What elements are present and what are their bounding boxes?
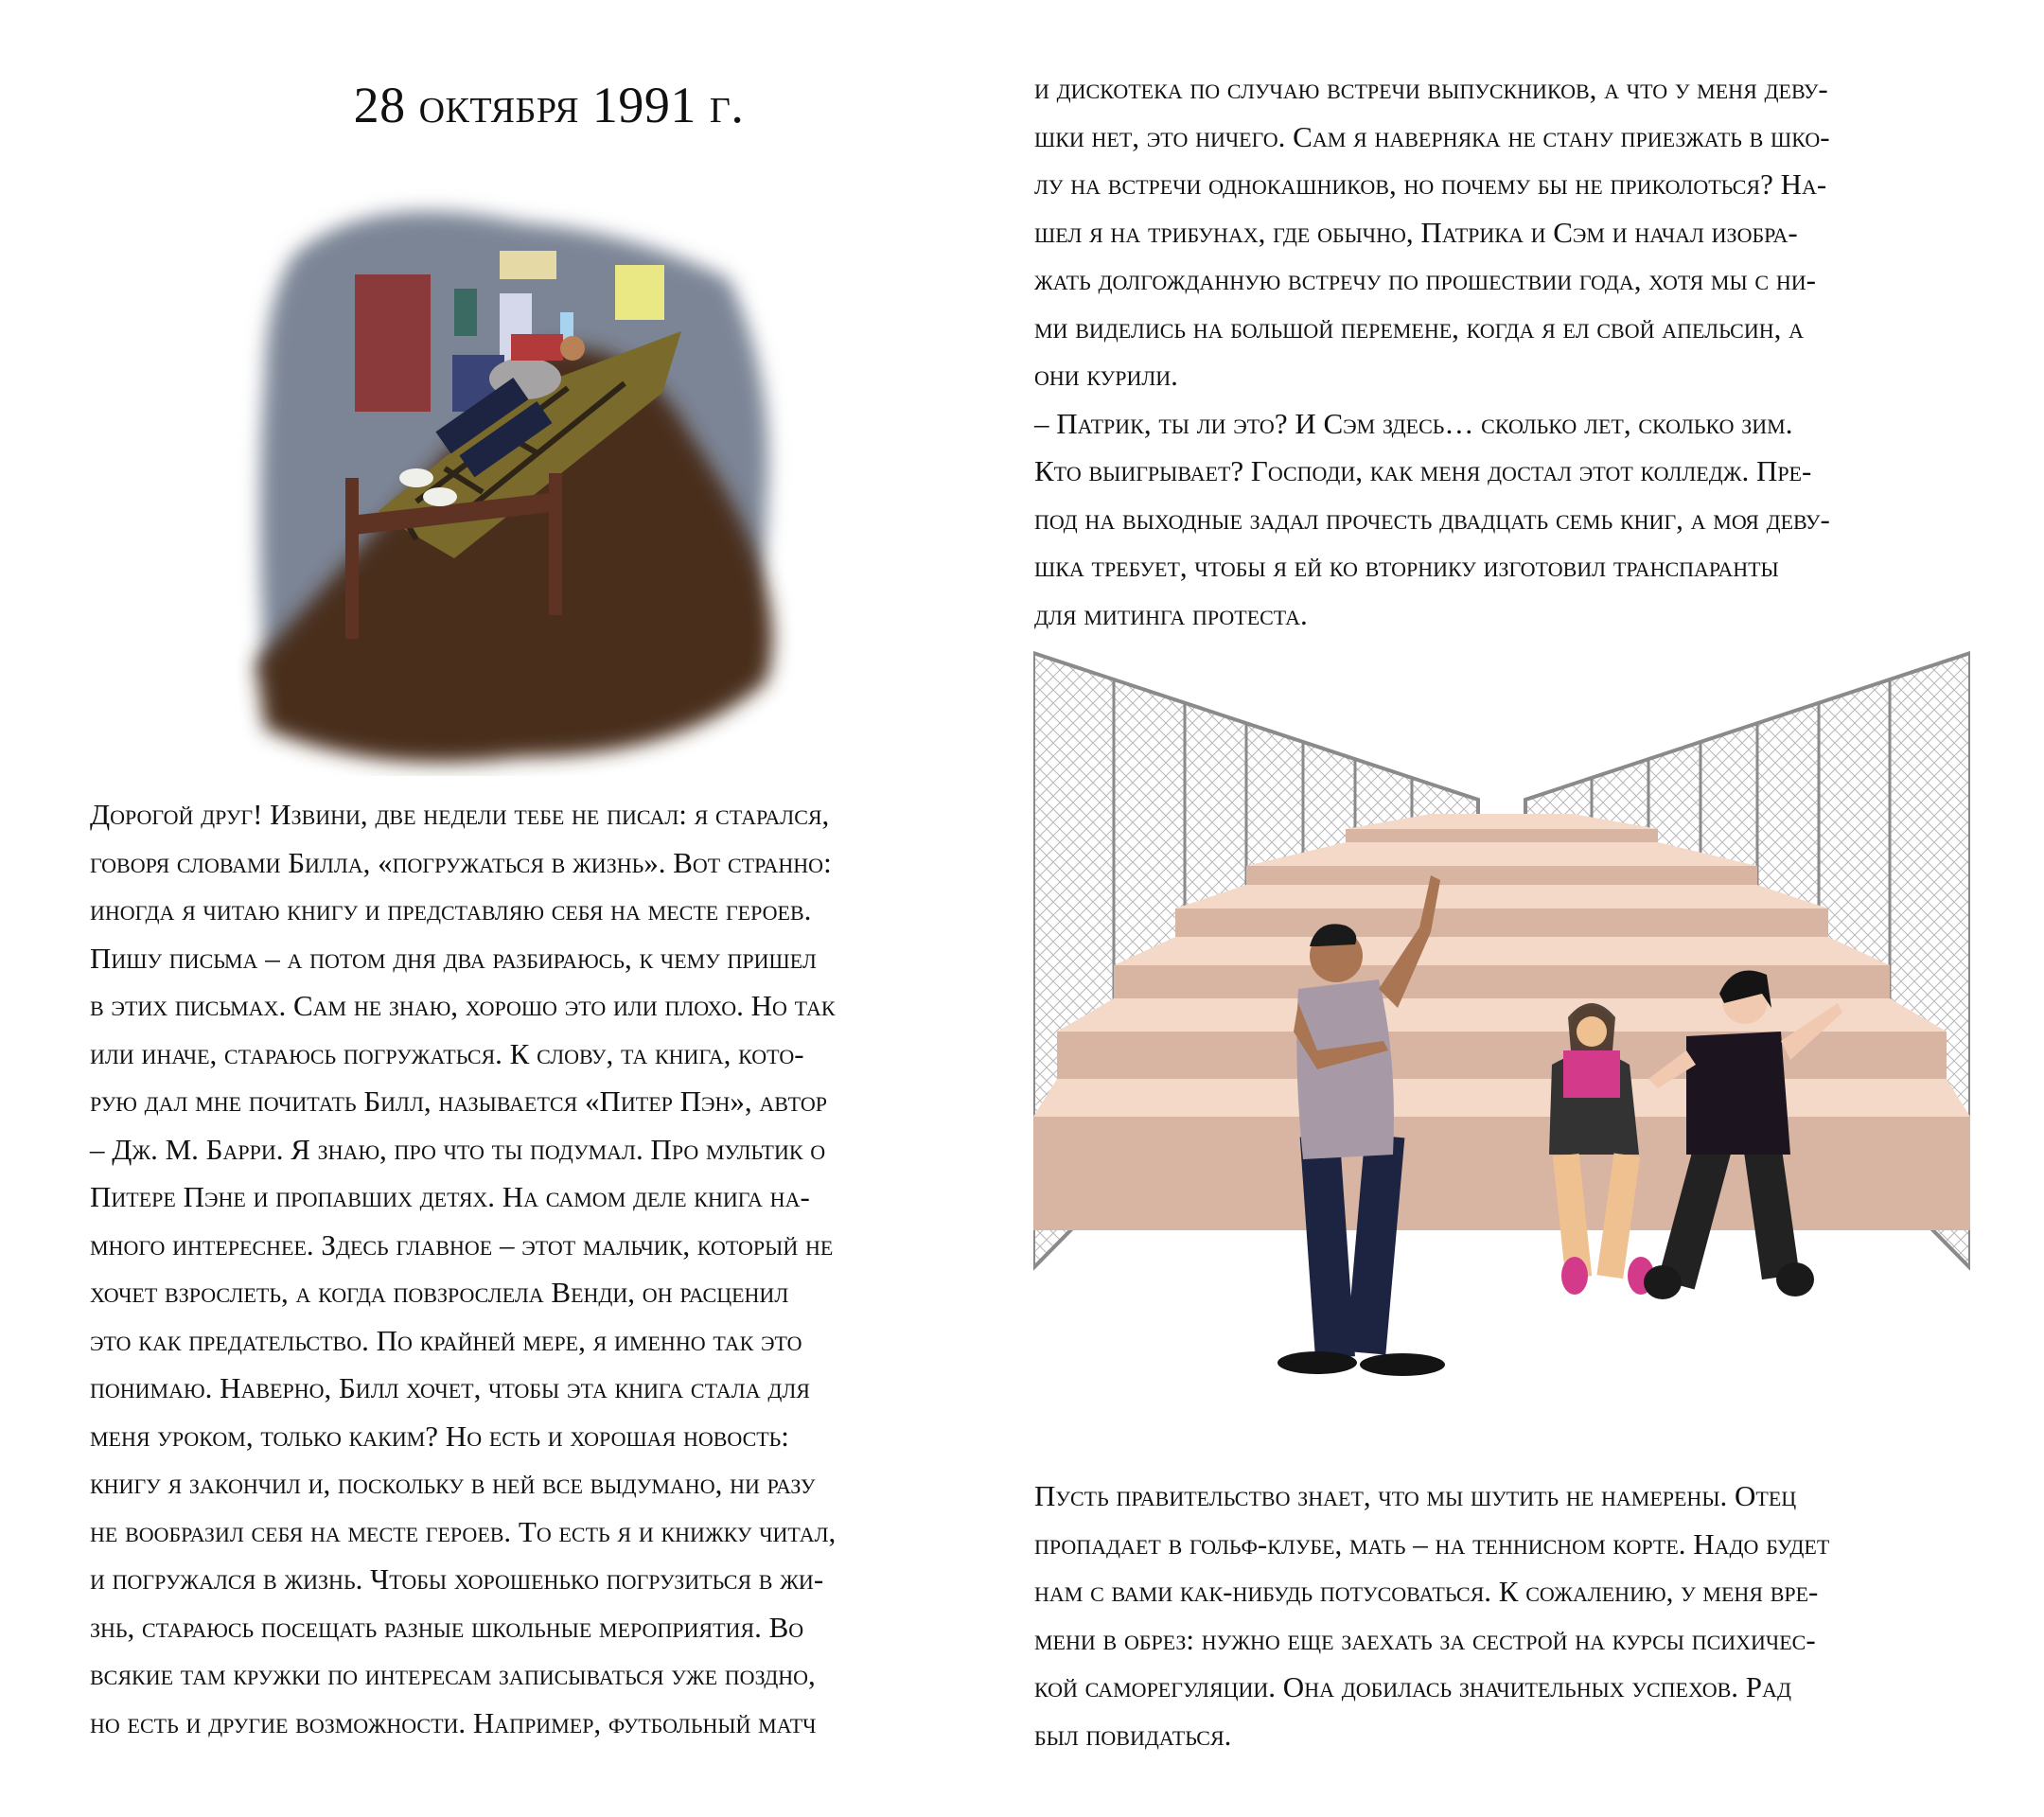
right-bottom-text [1034, 1473, 1829, 1759]
text-line: говоря словами Билла, «погружаться в жизнь». Вот странно: [90, 845, 832, 879]
right-top-text [1034, 65, 1830, 639]
text-line: меня уроком, только каким? Но есть и хорошая новость: [90, 1419, 789, 1453]
text-line: понимаю. Наверно, Билл хочет, чтобы эта книга стала для [90, 1371, 810, 1404]
text-line: это как предательство. По крайней мере, я именно так это [90, 1323, 802, 1357]
text-line: для митинга протеста. [1034, 597, 1308, 631]
text-line: шка требует, чтобы я ей ко вторнику изготовил транспаранты [1034, 550, 1779, 583]
text-line: под на выходные задал прочесть двадцать семь книг, а моя деву- [1034, 502, 1830, 536]
text-line: Пишу письма – а потом дня два разбираюсь, к чему пришел [90, 941, 817, 975]
page-title: 28 октября 1991 г. [353, 77, 745, 133]
text-line: шел я на трибунах, где обычно, Патрика и Сэм и начал изобра- [1034, 215, 1798, 249]
text-line: всякие там кружки по интересам записываться уже поздно, [90, 1658, 816, 1691]
text-line: жать долгожданную встречу по прошествии года, хотя мы с ни- [1034, 263, 1816, 296]
text-line: Кто выигрывает? Господи, как меня достал этот колледж. Пре- [1034, 454, 1812, 487]
text-line: Дорогой друг! Извини, две недели тебе не писал: я старался, [90, 798, 830, 831]
text-line: но есть и другие возможности. Например, футбольный матч [90, 1705, 817, 1739]
text-line: лу на встречи однокашников, но почему бы не приколоться? На- [1034, 168, 1827, 201]
text-line: иногда я читаю книгу и представляю себя на месте героев. [90, 893, 812, 926]
text-line: они курили. [1034, 359, 1178, 392]
text-line: много интереснее. Здесь главное – этот мальчик, который не [90, 1227, 834, 1261]
text-line: – Патрик, ты ли это? И Сэм здесь… сколько лет, сколько зим. [1034, 406, 1793, 440]
text-line: и дискотека по случаю встречи выпускников, а что у меня деву- [1034, 72, 1828, 105]
text-line: в этих письмах. Сам не знаю, хорошо это или плохо. Но так [90, 989, 836, 1022]
text-line: шки нет, это ничего. Сам я наверняка не стану приезжать в шко- [1034, 119, 1830, 153]
text-line: был повидаться. [1034, 1718, 1232, 1752]
text-line: кой саморегуляции. Она добилась значительных успехов. Рад [1034, 1670, 1791, 1703]
text-line: Пусть правительство знает, что мы шутить не намерены. Отец [1034, 1479, 1797, 1512]
text-line: ми виделись на большой перемене, когда я ел свой апельсин, а [1034, 310, 1805, 344]
text-line: пропадает в гольф-клубе, мать – на теннисном корте. Надо будет [1034, 1526, 1830, 1561]
text-line: не вообразил себя на месте героев. То есть я и книжку читал, [90, 1514, 837, 1548]
text-line: Питере Пэне и пропавших детях. На самом деле книга на- [90, 1180, 810, 1213]
bleachers-illustration [1033, 644, 1970, 1401]
text-line: – Дж. М. Барри. Я знаю, про что ты подумал. Про мультик о [90, 1132, 826, 1166]
text-line: знь, стараюсь посещать разные школьные мероприятия. Во [90, 1610, 804, 1644]
text-line: мени в обрез: нужно еще заехать за сестрой на курсы психичес- [1034, 1622, 1816, 1656]
bed-illustration [237, 189, 823, 776]
text-line: хочет взрослеть, а когда повзрослела Венди, он расценил [90, 1276, 789, 1309]
left-column-text [90, 791, 836, 1747]
text-line: рую дал мне почитать Билл, называется «Питер Пэн», автор [90, 1085, 827, 1118]
text-line: и погружался в жизнь. Чтобы хорошенько погрузиться в жи- [90, 1562, 824, 1596]
text-line: или иначе, стараюсь погружаться. К слову, та книга, кото- [90, 1036, 804, 1070]
text-line: нам с вами как-нибудь потусоваться. К сожалению, у меня вре- [1034, 1575, 1819, 1608]
text-line: книгу я закончил и, поскольку в ней все выдумано, ни разу [90, 1467, 816, 1500]
